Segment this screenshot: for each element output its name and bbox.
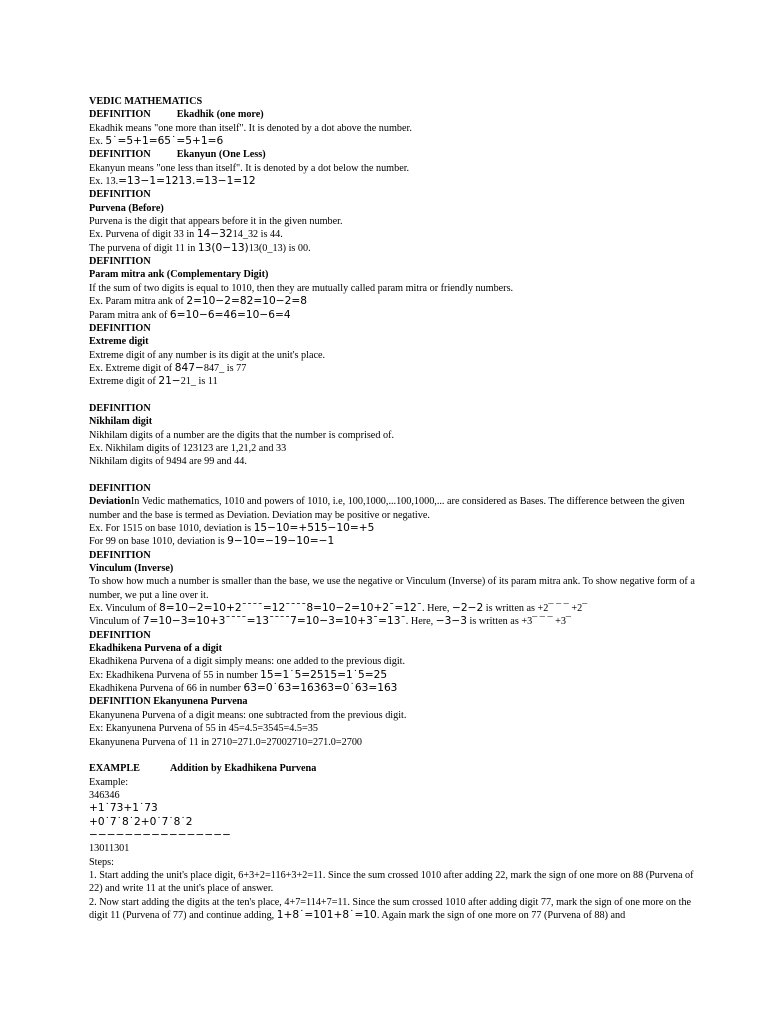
- text-line: [89, 615, 709, 628]
- text: Ex. Nikhilam digits of 123123 are 1,21,2 and 33: [89, 442, 287, 454]
- term-label: Deviation: [89, 496, 131, 508]
- text: Nikhilam digits of 9494 are 99 and 44.: [89, 456, 247, 468]
- text-line: [89, 816, 709, 829]
- math-expression: 7=10−3=10+3¯¯¯¯=13¯¯¯¯7=10−3=10+3¯=13¯: [142, 615, 406, 628]
- heading-label: DEFINITION: [89, 549, 151, 561]
- text-line: [89, 122, 709, 135]
- text-line: [89, 295, 709, 308]
- text: 21_ is 11: [180, 376, 218, 388]
- text: Nikhilam digits of a number are the digits that the number is comprised of.: [89, 429, 394, 441]
- heading-label: DEFINITION: [89, 482, 151, 494]
- heading-label: DEFINITION: [89, 109, 151, 121]
- math-expression: +0˙7˙8˙2+0˙7˙8˙2: [89, 815, 193, 828]
- section-heading: [89, 482, 709, 495]
- text: 14_32 is 44.: [232, 229, 283, 241]
- text: Param mitra ank of: [89, 309, 170, 321]
- text-line: [89, 535, 709, 548]
- section-heading: [89, 695, 709, 708]
- text-line: [89, 682, 709, 695]
- section-heading: [89, 148, 709, 161]
- math-expression: 8=10−2=10+2¯¯¯¯=12¯¯¯¯8=10−2=10+2¯=12¯: [158, 602, 423, 615]
- heading-term: Ekanyunena Purvena: [153, 696, 248, 708]
- math-expression: 13(0−13): [197, 241, 249, 254]
- text: Ex. Purvena of digit 33 in: [89, 229, 197, 241]
- text: Ekadhik means "one more than itself". It is denoted by a dot above the number.: [89, 122, 412, 134]
- math-expression: +1˙73+1˙73: [89, 802, 158, 815]
- text: is written as +3¯ ¯ ¯ +3¯: [467, 616, 572, 628]
- text: Ekanyunena Purvena of 11 in 2710=271.0=27002710=271.0=2700: [89, 736, 363, 748]
- term-heading: [89, 562, 709, 575]
- text: 13011301: [89, 843, 130, 855]
- term-label: Extreme digit: [89, 336, 149, 348]
- document-title: VEDIC MATHEMATICS: [89, 96, 203, 107]
- section-heading: [89, 188, 709, 201]
- text-line: [89, 162, 709, 175]
- term-label: Param mitra ank (Complementary Digit): [89, 269, 269, 281]
- text-line: [89, 575, 709, 602]
- text-line: [89, 776, 709, 789]
- math-expression: 1+8˙=101+8˙=10: [276, 908, 377, 921]
- text: . Here,: [405, 616, 436, 628]
- text-line: [89, 842, 709, 855]
- math-expression: −−−−−−−−−−−−−−−−: [89, 828, 232, 841]
- heading-term: Ekadhik (one more): [176, 109, 264, 121]
- blank-line: [89, 469, 709, 482]
- section-heading: [89, 108, 709, 121]
- text-line: [89, 789, 709, 802]
- text-line: [89, 802, 709, 815]
- term-label: Ekadhikena Purvena of a digit: [89, 643, 223, 655]
- text: Extreme digit of any number is its digit at the unit's place.: [89, 349, 326, 361]
- text-line: [89, 896, 709, 923]
- term-heading: [89, 202, 709, 215]
- text-line: [89, 522, 709, 535]
- text: Ex. Param mitra ank of: [89, 296, 187, 308]
- math-expression: −2−2: [452, 602, 484, 615]
- text: 346346: [89, 789, 120, 801]
- text: Ex. For 1515 on base 1010, deviation is: [89, 523, 254, 534]
- math-expression: −3−3: [435, 615, 467, 628]
- math-expression: 2=10−2=82=10−2=8: [186, 295, 307, 308]
- text-line: [89, 736, 709, 749]
- term-label: Nikhilam digit: [89, 416, 153, 428]
- text: If the sum of two digits is equal to 1010, then they are mutually called param mitra or friendly numbers.: [89, 282, 514, 294]
- text: 1. Start adding the unit's place digit, 6+3+2=116+3+2=11. Since the sum crossed 1010 after adding 22, mark the sign of one more on 88 (Purvena of 22) and write 11 at the unit's place of answer.: [89, 869, 694, 895]
- text: 2. Now start adding the digits at the ten's place, 4+7=114+7=11. Since the sum crossed 1010 after adding digit 77, mark the sign of one more on the digit 11 (Purvena of 77) and continue adding,: [89, 896, 692, 921]
- text: Ex: Ekanyunena Purvena of 55 in 45=4.5=3545=4.5=35: [89, 723, 318, 735]
- term-label: Vinculum (Inverse): [89, 563, 174, 575]
- text-line: [89, 282, 709, 295]
- heading-label: DEFINITION: [89, 322, 151, 334]
- math-expression: 15=1˙5=2515=1˙5=25: [260, 668, 388, 681]
- heading-label: DEFINITION: [89, 629, 151, 641]
- text-line: [89, 722, 709, 735]
- section-heading: [89, 762, 709, 775]
- heading-label: DEFINITION: [89, 696, 151, 708]
- text: Extreme digit of: [89, 376, 159, 388]
- text-line: [89, 175, 709, 188]
- heading-term: Ekanyun (One Less): [176, 149, 266, 161]
- text: For 99 on base 1010, deviation is: [89, 536, 228, 548]
- text: 847_ is 77: [203, 362, 247, 374]
- text: is written as +2¯ ¯ ¯ +2¯: [483, 603, 588, 615]
- text: Example:: [89, 776, 129, 788]
- text: Purvena is the digit that appears before it in the given number.: [89, 216, 343, 228]
- blank-line: [89, 389, 709, 402]
- text: Ekanyun means "one less than itself". It is denoted by a dot below the number.: [89, 162, 410, 174]
- math-expression: 9−10=−19−10=−1: [227, 535, 335, 548]
- text-line: [89, 228, 709, 241]
- text: Ekadhikena Purvena of a digit simply means: one added to the previous digit.: [89, 656, 406, 668]
- term-heading: [89, 268, 709, 281]
- text-line: [89, 829, 709, 842]
- text-line: [89, 495, 709, 522]
- term-heading: [89, 335, 709, 348]
- math-expression: 15−10=+515−10=+5: [253, 522, 375, 534]
- math-expression: 847−: [174, 361, 204, 374]
- text: Ex: Ekadhikena Purvena of 55 in number: [89, 669, 261, 681]
- heading-label: DEFINITION: [89, 189, 151, 201]
- text: Ex. 13.: [89, 176, 119, 188]
- text: Ex.: [89, 136, 106, 148]
- text: In Vedic mathematics, 1010 and powers of 1010, i.e, 100,1000,...100,1000,... are considered as Bases. The difference between the given number and the base is termed as Deviation. Deviation may be positive or negative.: [89, 496, 685, 521]
- math-expression: 5˙=5+1=65˙=5+1=6: [105, 135, 224, 148]
- math-expression: 63=0˙63=16363=0˙63=163: [243, 682, 398, 695]
- text: Ex. Vinculum of: [89, 603, 159, 615]
- heading-label: DEFINITION: [89, 149, 151, 161]
- text-line: [89, 709, 709, 722]
- text: . Here,: [422, 603, 452, 615]
- text-line: [89, 309, 709, 322]
- text-line: [89, 869, 709, 896]
- text-line: [89, 602, 709, 615]
- term-heading: [89, 415, 709, 428]
- section-heading: [89, 402, 709, 415]
- text: To show how much a number is smaller than the base, we use the negative or Vinculum (Inverse) of its param mitra ank. To show negative form of a number, we put a line over it.: [89, 576, 695, 601]
- text-line: [89, 215, 709, 228]
- text-line: [89, 655, 709, 668]
- section-heading: [89, 629, 709, 642]
- section-heading: [89, 255, 709, 268]
- text: Ekanyunena Purvena of a digit means: one subtracted from the previous digit.: [89, 709, 407, 721]
- math-expression: 6=10−6=46=10−6=4: [169, 308, 291, 321]
- text: Ekadhikena Purvena of 66 in number: [89, 683, 244, 695]
- text: Vinculum of: [89, 616, 143, 628]
- text-line: [89, 375, 709, 388]
- text-line: [89, 455, 709, 468]
- text: 13(0_13) is 00.: [248, 242, 311, 254]
- text-line: [89, 669, 709, 682]
- text: Ex. Extreme digit of: [89, 362, 175, 374]
- text-line: [89, 442, 709, 455]
- text-line: [89, 362, 709, 375]
- text-line: [89, 135, 709, 148]
- text-line: [89, 429, 709, 442]
- text-line: [89, 856, 709, 869]
- heading-term: Addition by Ekadhikena Purvena: [169, 763, 317, 775]
- text-line: [89, 242, 709, 255]
- text-line: [89, 349, 709, 362]
- term-label: Purvena (Before): [89, 202, 164, 214]
- document-page: [89, 95, 709, 922]
- text: The purvena of digit 11 in: [89, 242, 198, 254]
- math-expression: 21−: [158, 375, 181, 388]
- math-expression: 14−32: [196, 228, 233, 241]
- section-heading: [89, 322, 709, 335]
- heading-label: DEFINITION: [89, 402, 151, 414]
- text: Steps:: [89, 856, 114, 868]
- heading-label: DEFINITION: [89, 256, 151, 268]
- section-heading: [89, 549, 709, 562]
- blank-line: [89, 749, 709, 762]
- heading-label: EXAMPLE: [89, 763, 140, 775]
- text: . Again mark the sign of one more on 77 (Purvena of 88) and: [376, 909, 626, 921]
- term-heading: [89, 642, 709, 655]
- math-expression: =13−1=1213.=13−1=12: [118, 175, 256, 188]
